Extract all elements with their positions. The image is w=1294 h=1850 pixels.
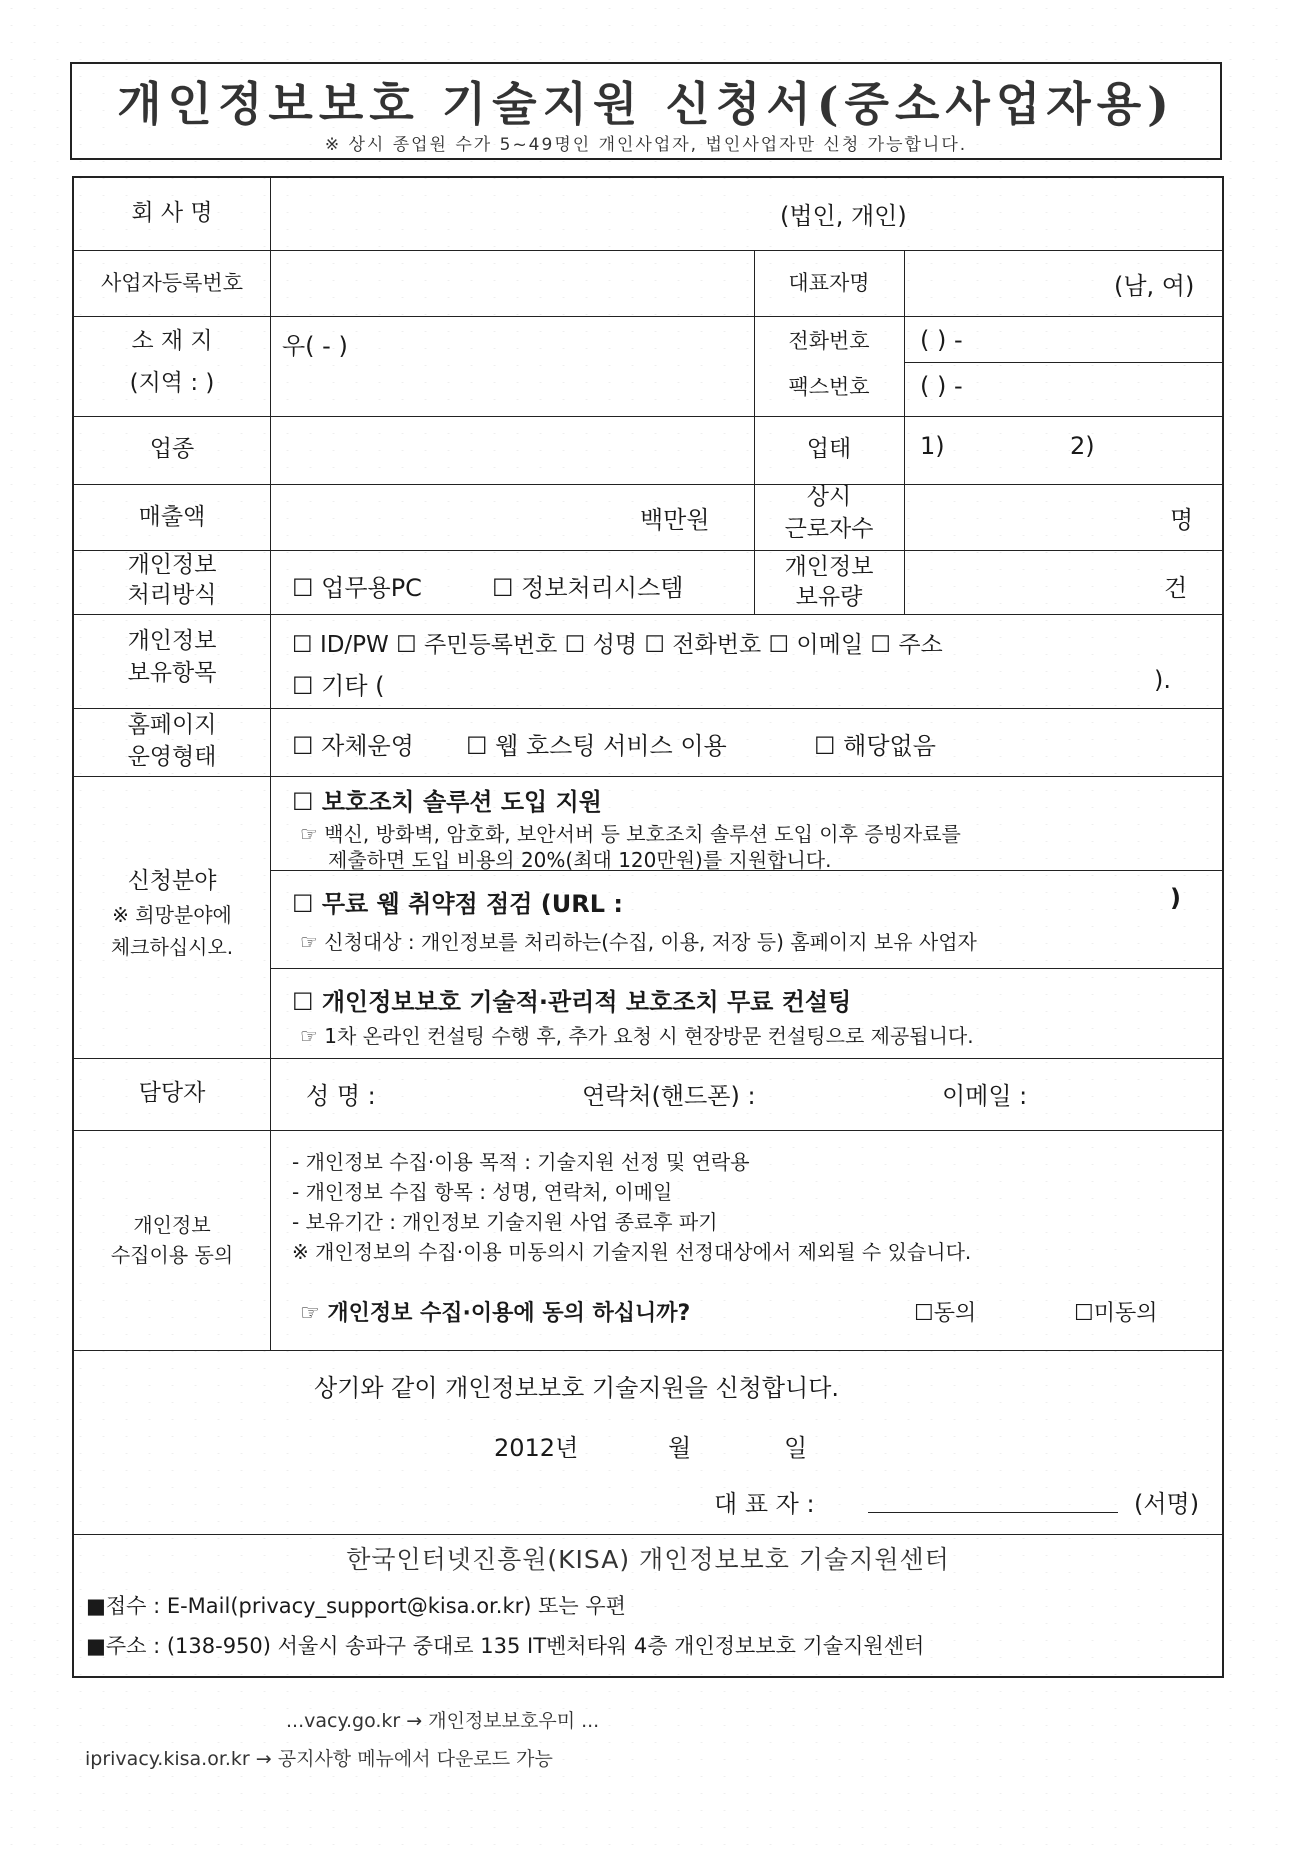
gender-hint: (남, 여) [1114, 272, 1195, 300]
center-address: ■주소 : (138-950) 서울시 송파구 중대로 135 IT벤처타워 4층 개인정보보호 기술지원센터 [86, 1634, 925, 1658]
apply-opt-web-scan-desc: ☞ 신청대상 : 개인정보를 처리하는(수집, 이용, 저장 등) 홈페이지 보유 사업자 [300, 930, 977, 954]
biz-type-opt2[interactable]: 2) [1070, 432, 1095, 460]
processing-opt-pc[interactable]: ☐ 업무용PC [292, 574, 422, 602]
apply-opt-solution-desc1: ☞ 백신, 방화벽, 암호화, 보안서버 등 보호조치 솔루션 도입 이후 증빙자료를 [300, 822, 961, 846]
consent-line-notice: ※ 개인정보의 수집·이용 미동의시 기술지원 선정대상에서 제외될 수 있습니다. [292, 1240, 972, 1264]
postal-code[interactable]: 우( - ) [282, 332, 348, 360]
label-consent-2: 수집이용 동의 [110, 1243, 234, 1267]
signature-statement: 상기와 같이 개인정보보호 기술지원을 신청합니다. [314, 1374, 840, 1402]
signature-sign: (서명) [1134, 1490, 1200, 1518]
label-processing-2: 처리방식 [127, 582, 217, 608]
form-subtitle: ※ 상시 종업원 수가 5~49명인 개인사업자, 법인사업자만 신청 가능합니다. [324, 135, 968, 155]
signature-month[interactable]: 월 [668, 1434, 692, 1462]
label-employees-2: 근로자수 [784, 516, 874, 542]
employees-unit: 명 [1170, 506, 1194, 534]
label-ceo: 대표자명 [788, 271, 870, 295]
label-apply-3: 체크하십시오. [110, 935, 234, 959]
label-employees-1: 상시 [806, 484, 852, 510]
label-items-2: 보유항목 [127, 660, 217, 686]
label-homepage-1: 홈페이지 [127, 712, 217, 738]
holdings-unit: 건 [1164, 574, 1188, 602]
consent-line-items: - 개인정보 수집 항목 : 성명, 연락처, 이메일 [292, 1180, 673, 1204]
form-title: 개인정보보호 기술지원 신청서(중소사업자용) [117, 77, 1175, 131]
label-contact: 담당자 [138, 1080, 206, 1106]
company-name-field[interactable] [274, 182, 754, 246]
footer-line-2: iprivacy.kisa.or.kr → 공지사항 메뉴에서 다운로드 가능 [85, 1748, 553, 1770]
sales-unit: 백만원 [640, 506, 710, 534]
company-type-hint: (법인, 개인) [780, 202, 907, 230]
phone-field[interactable]: ( ) - [920, 326, 963, 354]
label-holdings-2: 보유량 [795, 584, 863, 610]
biz-no-field[interactable] [274, 254, 750, 312]
processing-opt-system[interactable]: ☐ 정보처리시스템 [492, 574, 684, 602]
label-apply-1: 신청분야 [127, 868, 217, 894]
signature-rep-label: 대 표 자 : [714, 1490, 815, 1518]
signature-line[interactable] [868, 1512, 1118, 1513]
label-biz-no: 사업자등록번호 [100, 271, 243, 295]
contact-name[interactable]: 성 명 : [306, 1082, 376, 1110]
label-items-1: 개인정보 [127, 628, 217, 654]
signature-day[interactable]: 일 [784, 1434, 808, 1462]
apply-opt-solution[interactable]: ☐ 보호조치 솔루션 도입 지원 [292, 788, 602, 816]
footer-line-1: ...vacy.go.kr → 개인정보보호우미 ... [286, 1710, 600, 1732]
consent-question: ☞ 개인정보 수집·이용에 동의 하십니까? [300, 1301, 691, 1326]
ceo-name-field[interactable] [908, 254, 1108, 312]
apply-opt-consulting[interactable]: ☐ 개인정보보호 기술적·관리적 보호조치 무료 컨설팅 [292, 988, 852, 1016]
center-submit: ■접수 : E-Mail(privacy_support@kisa.or.kr) 또는 우편 [86, 1594, 626, 1618]
label-phone: 전화번호 [788, 329, 870, 353]
homepage-opt-self[interactable]: ☐ 자체운영 [292, 732, 414, 760]
label-biz-type: 업태 [806, 436, 852, 462]
center-name: 한국인터넷진흥원(KISA) 개인정보보호 기술지원센터 [346, 1545, 950, 1574]
signature-year[interactable]: 2012년 [494, 1434, 579, 1462]
application-form [72, 176, 1224, 1678]
apply-opt-solution-desc2: 제출하면 도입 비용의 20%(최대 120만원)를 지원합니다. [328, 848, 832, 872]
apply-opt-consulting-desc: ☞ 1차 온라인 컨설팅 수행 후, 추가 요청 시 현장방문 컨설팅으로 제공됩니다. [300, 1024, 974, 1048]
label-company: 회 사 명 [131, 200, 213, 226]
apply-opt-web-scan[interactable]: ☐ 무료 웹 취약점 점검 (URL : [292, 890, 623, 918]
label-processing-1: 개인정보 [127, 552, 217, 578]
label-holdings-1: 개인정보 [784, 554, 874, 580]
homepage-opt-hosting[interactable]: ☐ 웹 호스팅 서비스 이용 [466, 732, 727, 760]
fax-field[interactable]: ( ) - [920, 372, 963, 400]
items-options[interactable]: ☐ ID/PW ☐ 주민등록번호 ☐ 성명 ☐ 전화번호 ☐ 이메일 ☐ 주소 [292, 632, 943, 658]
label-fax: 팩스번호 [788, 375, 870, 399]
label-address: 소 재 지 [131, 328, 213, 354]
homepage-opt-none[interactable]: ☐ 해당없음 [814, 732, 936, 760]
label-apply-2: ※ 희망분야에 [112, 903, 232, 927]
consent-line-purpose: - 개인정보 수집·이용 목적 : 기술지원 선정 및 연락용 [292, 1150, 750, 1174]
items-other-close: ). [1154, 666, 1171, 694]
items-other[interactable]: ☐ 기타 ( [292, 672, 385, 700]
contact-email[interactable]: 이메일 : [942, 1082, 1028, 1110]
label-industry: 업종 [149, 436, 195, 462]
label-consent-1: 개인정보 [133, 1213, 211, 1237]
region-hint: (지역 : ) [129, 370, 215, 396]
form-header [70, 62, 1222, 160]
apply-opt-web-scan-close: ) [1170, 884, 1181, 912]
consent-line-period: - 보유기간 : 개인정보 기술지원 사업 종료후 파기 [292, 1210, 718, 1234]
industry-field[interactable] [274, 420, 750, 480]
consent-agree-checkbox[interactable]: ☐동의 [914, 1301, 977, 1326]
contact-phone[interactable]: 연락처(핸드폰) : [582, 1082, 756, 1110]
consent-disagree-checkbox[interactable]: ☐미동의 [1074, 1301, 1158, 1326]
biz-type-opt1[interactable]: 1) [920, 432, 945, 460]
label-homepage-2: 운영형태 [127, 744, 217, 770]
label-sales: 매출액 [138, 504, 206, 530]
